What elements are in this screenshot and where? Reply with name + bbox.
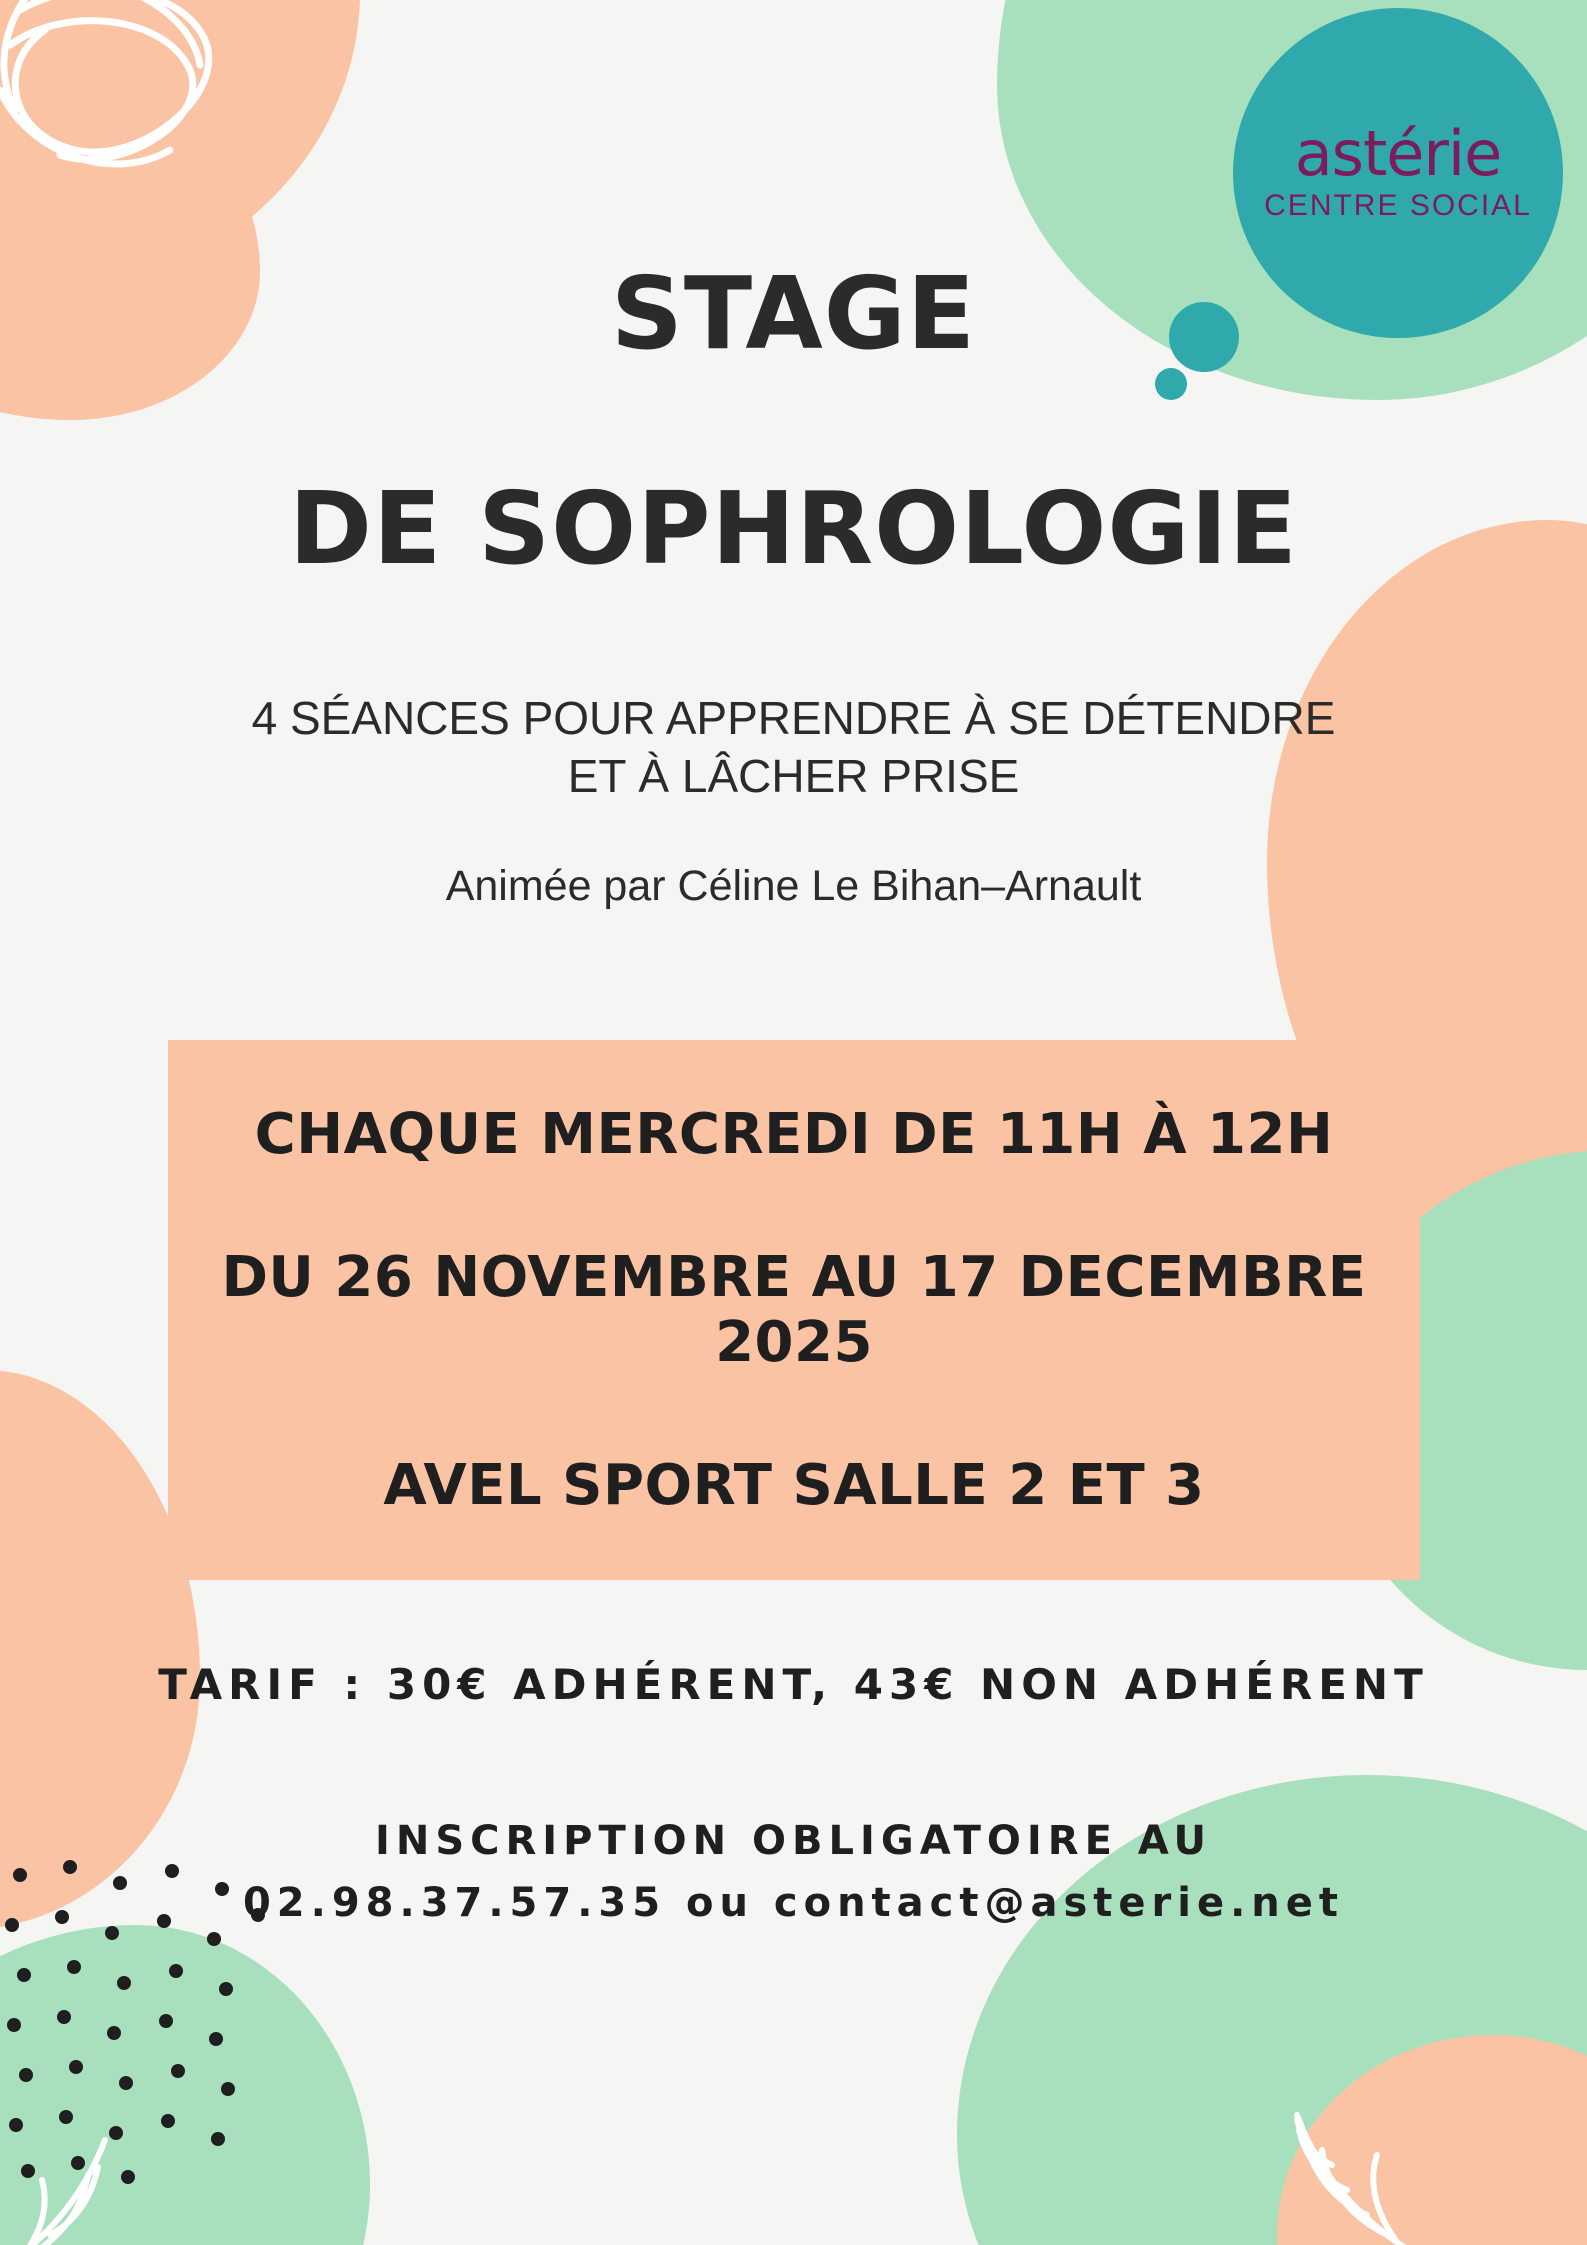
registration-line-1: INSCRIPTION OBLIGATOIRE AU <box>374 1818 1213 1864</box>
registration-contact: 02.98.37.57.35 ou contact@asterie.net <box>242 1880 1345 1926</box>
schedule-location: AVEL SPORT SALLE 2 ET 3 <box>383 1453 1205 1518</box>
animator-credit: Animée par Céline Le Bihan–Arnault <box>445 862 1142 910</box>
subtitle-block <box>0 690 1587 805</box>
page-title-line-2: DE SOPHROLOGIE <box>289 470 1298 587</box>
schedule-time: CHAQUE MERCREDI DE 11H À 12H <box>254 1102 1334 1167</box>
price-info: TARIF : 30€ ADHÉRENT, 43€ NON ADHÉRENT <box>158 1660 1429 1709</box>
subtitle-line-2: ET À LÂCHER PRISE <box>567 749 1020 802</box>
subtitle-line-1: 4 SÉANCES POUR APPRENDRE À SE DÉTENDRE <box>251 692 1336 744</box>
page-title-line-1: STAGE <box>610 255 977 372</box>
logo-tagline: CENTRE SOCIAL <box>1264 189 1532 222</box>
registration-info <box>0 1810 1587 1934</box>
logo-name: astérie <box>1294 117 1502 190</box>
schedule-highlight-box <box>168 1040 1420 1580</box>
schedule-dates: DU 26 NOVEMBRE AU 17 DECEMBRE 2025 <box>221 1245 1367 1375</box>
